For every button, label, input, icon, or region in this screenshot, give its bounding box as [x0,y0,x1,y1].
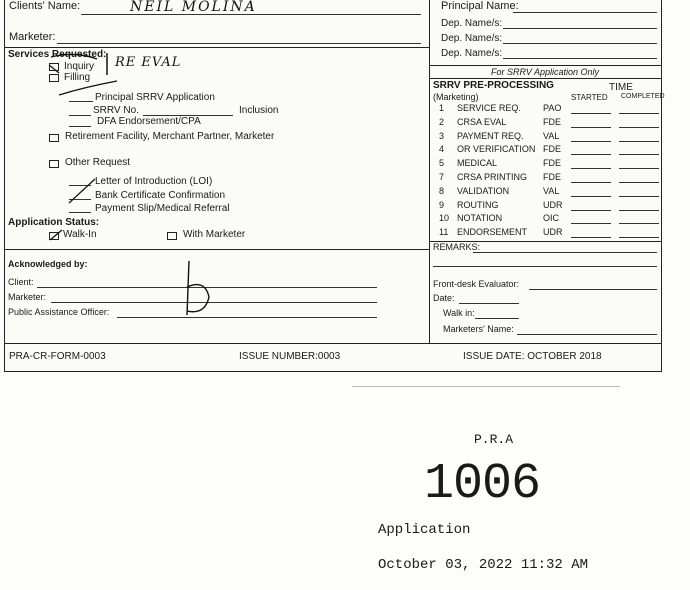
step-number: 9 [439,199,445,210]
step-code: FDE [543,144,561,155]
step-completed-line[interactable] [619,113,659,114]
stamp-number: 1006 [424,456,541,513]
pao-label: Public Assistance Officer: [8,307,110,317]
scan-line [352,386,620,387]
client-label: Client: [8,277,34,287]
app-status-label: Application Status: [8,217,100,228]
started-label: STARTED [571,93,608,102]
loi-label: Letter of Introduction (LOI) [95,176,213,187]
step-completed-line[interactable] [619,237,659,238]
clients-name-label: Clients' Name: [9,0,81,12]
date-label: Date: [433,293,455,303]
inclusion-label: Inclusion [239,105,279,116]
application-form [4,0,665,372]
step-name: ENDORSEMENT [457,227,528,238]
step-code: VAL [543,130,560,141]
marketers-name-label: Marketers' Name: [443,324,514,334]
step-code: UDR [543,199,563,210]
front-desk-label: Front-desk Evaluator: [433,279,520,289]
step-started-line[interactable] [571,210,611,211]
step-started-line[interactable] [571,196,611,197]
step-number: 2 [439,116,445,127]
principal-app-label: Principal SRRV Application [95,92,215,103]
principal-name-label: Principal Name: [441,0,519,12]
step-number: 1 [439,103,445,113]
srrv-use-label: For SRRV Application Only [491,67,600,77]
with-marketer-label: With Marketer [183,229,246,240]
column-divider [429,0,430,343]
services-label: Services Requested: [8,49,107,60]
step-number: 11 [439,227,449,238]
step-code: VAL [543,185,560,196]
time-label: TIME [609,82,633,93]
with-marketer-checkbox[interactable] [167,232,177,240]
step-code: PAO [543,103,562,113]
dep-name-1: Dep. Name/s: [441,18,503,29]
step-name: PAYMENT REQ. [457,130,524,141]
step-name: SERVICE REQ. [457,103,521,113]
step-code: OIC [543,213,560,224]
step-started-line[interactable] [571,154,611,155]
marketing-label: (Marketing) [433,92,479,102]
step-started-line[interactable] [571,113,611,114]
step-number: 10 [439,213,450,224]
step-started-line[interactable] [571,237,611,238]
step-code: FDE [543,172,561,182]
other-request-checkbox[interactable] [49,160,59,168]
clients-name-line [81,14,421,15]
step-name: CRSA EVAL [457,116,507,127]
step-started-line[interactable] [571,127,611,128]
remarks-label: REMARKS: [433,242,481,252]
form-code: PRA-CR-FORM-0003 [9,351,106,362]
srrv-no-label: SRRV No. [93,105,139,116]
step-completed-line[interactable] [619,196,659,197]
step-code: FDE [543,158,561,169]
walk-in-check-mark [49,228,63,242]
marketer-line [57,43,421,44]
marketer-ack-label: Marketer: [8,292,47,302]
service-note: RE EVAL [115,55,182,70]
step-completed-line[interactable] [619,210,659,211]
step-number: 7 [439,172,445,182]
step-number: 8 [439,185,445,196]
stamp-datetime: October 03, 2022 11:32 AM [378,557,589,573]
step-completed-line[interactable] [619,127,659,128]
step-started-line[interactable] [571,182,611,183]
payment-slip-label: Payment Slip/Medical Referral [95,203,230,214]
inquiry-label: Inquiry [64,61,95,72]
walk-in-right-label: Walk in: [443,308,475,318]
bank-cert-label: Bank Certificate Confirmation [95,190,226,201]
step-number: 4 [439,144,445,155]
step-name: VALIDATION [457,185,510,196]
other-request-label: Other Request [65,157,131,168]
dep-name-3: Dep. Name/s: [441,48,503,59]
stamp-type: Application [378,522,471,538]
filling-label: Filling [64,72,91,83]
step-name: CRSA PRINTING [457,172,528,182]
dfa-label: DFA Endorsement/CPA [97,116,201,127]
walk-in-label: Walk-In [63,229,97,240]
issue-date: ISSUE DATE: OCTOBER 2018 [463,351,602,362]
other-request-check-mark [65,175,105,205]
clients-name-value: NEIL MOLINA [130,0,257,15]
step-completed-line[interactable] [619,141,659,142]
preproc-title: SRRV PRE-PROCESSING [433,80,554,91]
step-code: FDE [543,116,561,127]
step-completed-line[interactable] [619,154,659,155]
step-started-line[interactable] [571,141,611,142]
retirement-checkbox[interactable] [49,134,59,142]
step-number: 5 [439,158,445,169]
step-name: ROUTING [457,199,499,210]
step-completed-line[interactable] [619,168,659,169]
step-name: OR VERIFICATION [457,144,536,155]
retirement-label: Retirement Facility, Merchant Partner, Marketer [65,131,275,142]
signature [175,257,219,319]
step-code: UDR [543,227,563,238]
issue-number: ISSUE NUMBER:0003 [239,351,341,362]
step-completed-line[interactable] [619,223,659,224]
marketer-label: Marketer: [9,31,56,43]
stamp-org: P.R.A [474,432,514,447]
step-number: 3 [439,130,445,141]
completed-label: COMPLETED [621,93,665,100]
step-name: MEDICAL [457,158,498,169]
dep-name-2: Dep. Name/s: [441,33,503,44]
step-started-line[interactable] [571,168,611,169]
ack-label: Acknowledged by: [8,259,88,269]
section-divider [5,47,429,48]
step-completed-line[interactable] [619,182,659,183]
step-started-line[interactable] [571,223,611,224]
step-name: NOTATION [457,213,503,224]
